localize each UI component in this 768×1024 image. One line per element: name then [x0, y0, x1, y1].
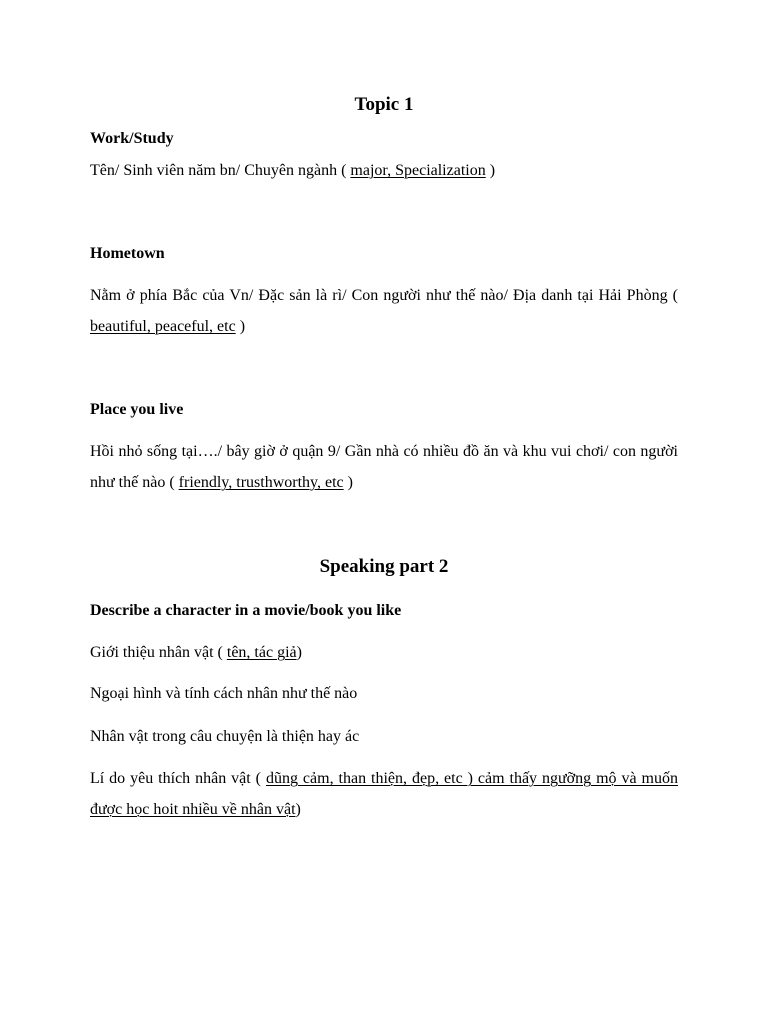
place-you-live-underlined: friendly, trusthworthy, etc: [178, 474, 344, 491]
speaking-part-2-title: Speaking part 2: [319, 556, 449, 577]
topic-1-title: Topic 1: [354, 94, 414, 115]
hometown-heading: Hometown: [90, 245, 165, 262]
appearance-text: Ngoại hình và tính cách nhân như thế nào: [90, 685, 358, 702]
intro-character-text-end: ): [296, 644, 302, 661]
work-study-heading: Work/Study: [90, 130, 174, 147]
work-study-text: [90, 161, 495, 181]
describe-character-heading: Describe a character in a movie/book you like: [90, 602, 402, 619]
hometown-text-end: ): [235, 318, 246, 335]
intro-character-underlined: tên, tác giả: [226, 644, 297, 661]
reason-text-end: ): [295, 801, 301, 818]
work-study-text-start: Tên/ Sinh viên năm bn/ Chuyên ngành (: [90, 162, 351, 179]
hometown-underlined: beautiful, peaceful, etc: [90, 318, 236, 335]
work-study-text-end: ): [485, 162, 496, 179]
place-you-live-text-start: Hồi nhỏ sống tại…./ bây giờ ở quận 9/ Gần nhà có nhiều đồ ăn và khu vui chơi/ con người như thế nào (: [90, 443, 678, 491]
reason-underlined: dũng cảm, than thiện, đẹp, etc ) cảm thấy ngưỡng mộ và muốn được học hoit nhiều về nhân vật: [90, 770, 678, 818]
place-you-live-heading: Place you live: [90, 401, 184, 418]
intro-character-text-start: Giới thiệu nhân vật (: [90, 644, 227, 661]
reason-text-start: Lí do yêu thích nhân vật (: [90, 770, 266, 787]
hometown-text: [90, 280, 678, 342]
reason-text: [90, 763, 678, 825]
intro-character-text: [90, 643, 302, 663]
work-study-underlined: major, Specialization: [350, 162, 486, 179]
place-you-live-text: [90, 436, 678, 498]
good-or-evil-text: Nhân vật trong câu chuyện là thiện hay ác: [90, 728, 360, 745]
place-you-live-text-end: ): [343, 474, 353, 491]
hometown-text-start: Nằm ở phía Bắc của Vn/ Đặc sản là rì/ Con người như thế nào/ Địa danh tại Hải Phòng (: [90, 287, 678, 304]
